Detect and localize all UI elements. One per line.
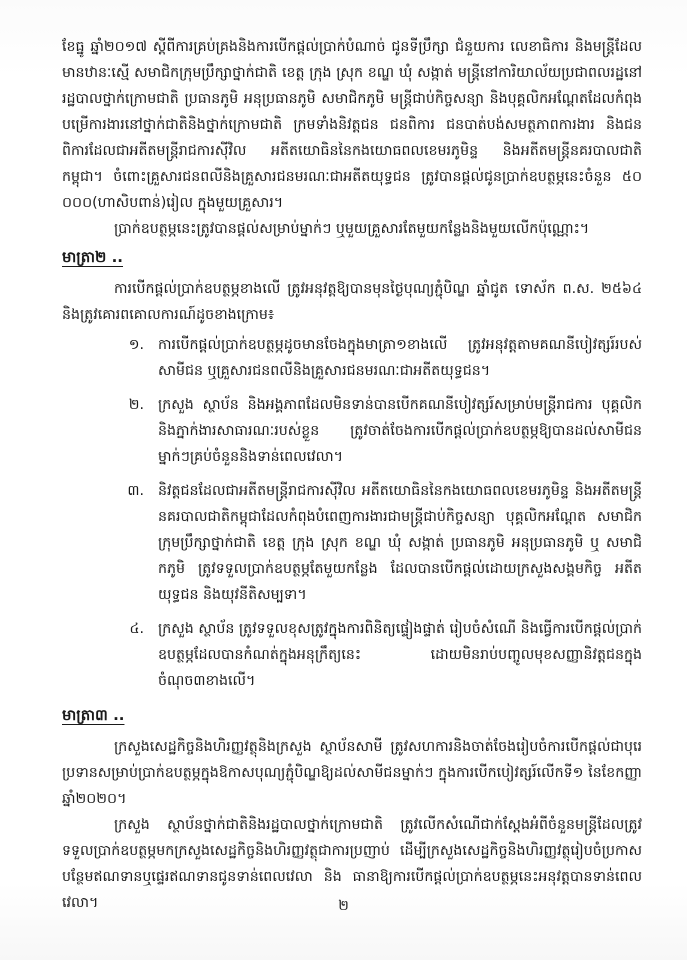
list-item — [62, 478, 642, 608]
list-item-text: ក្រសួង ស្ថាប័ន និងអង្គភាពដែលមិនទាន់បានបើកគណនីបៀវត្សរ៍សម្រាប់មន្ត្រីរាជការ បុគ្គលិក និងភ្នាក់ងារសាធារណៈរបស់ខ្លួន ត្រូវចាត់ចែងការបើកផ្ដល់ប្រាក់ឧបត្ថម្ភឱ្យបានដល់សាមីជនម្នាក់ៗគ្រប់ចំនួននិងទាន់ពេលវេលា។ — [158, 397, 642, 465]
list-item-number: ២. — [128, 397, 144, 413]
list-item — [62, 616, 642, 694]
list-item-number: ៣. — [127, 483, 144, 499]
paragraph-single-payment: ប្រាក់ឧបត្ថម្ភនេះត្រូវបានផ្ដល់សម្រាប់ម្នាក់ៗ ឬមួយគ្រួសារតែមួយកន្លែងនិងមួយលើកប៉ុណ្ណោះ។ — [114, 221, 590, 237]
list-item-text: ការបើកផ្ដល់ប្រាក់ឧបត្ថម្ភដូចមានចែងក្នុងមាត្រា១ខាងលើ ត្រូវអនុវត្តតាមគណនីបៀវត្សរ៍របស់សាមីជន ឬគ្រួសារជនពលីនិងគ្រួសារជនមរណៈជាអតីតយុទ្ធជន។ — [158, 337, 642, 379]
list-item — [62, 332, 642, 384]
article-2-list — [62, 332, 642, 694]
list-item-number: ៤. — [129, 621, 144, 637]
article-3-paragraph-1: ក្រសួងសេដ្ឋកិច្ចនិងហិរញ្ញវត្ថុនិងក្រសួង ស្ថាប័នសាមី ត្រូវសហការនិងចាត់ចែងរៀបចំការបើកផ្ដល់ជាបុរេប្រទានសម្រាប់ប្រាក់ឧបត្ថម្ភក្នុងឱកាសបុណ្យភ្ជុំបិណ្ឌឱ្យដល់សាមីជនម្នាក់ៗ ក្នុងការបើកបៀវត្សរ៍លើកទី១ នៃខែកញ្ញា ឆ្នាំ២០២០។ — [62, 739, 642, 807]
paragraph-continued: ខែធ្នូ ឆ្នាំ២០១៧ ស្ដីពីការគ្រប់គ្រងនិងការបើកផ្ដល់ប្រាក់បំណាច់ ជូនទីប្រឹក្សា ជំនួយការ លេខាធិការ និងមន្ត្រីដែលមានឋានៈស្មើ សមាជិកក្រុមប្រឹក្សាថ្នាក់ជាតិ ខេត្ត ក្រុង ស្រុក ខណ្ឌ ឃុំ សង្កាត់ មន្ត្រីនៅការិយាល័យប្រជាពលរដ្ឋនៅរដ្ឋបាលថ្នាក់ក្រោមជាតិ ប្រធានភូមិ អនុប្រធានភូមិ សមាជិកភូមិ មន្ត្រីជាប់កិច្ចសន្យា និងបុគ្គលិកអណ្ដែតដែលកំពុងបម្រើការងារនៅថ្នាក់ជាតិនិងថ្នាក់ក្រោមជាតិ ក្រមទាំងនិវត្តជន ជនពិការ ជនបាត់បង់សមត្ថភាពការងារ និងជនពិការដែលជាអតីតមន្ត្រីរាជការស៊ីវិល អតីតយោធិននៃកងយោធពលខេមរភូមិន្ទ និងអតីតមន្ត្រីនគរបាលជាតិកម្ពុជា។ ចំពោះគ្រួសារជនពលីនិងគ្រួសារជនមរណៈជាអតីតយុទ្ធជន ត្រូវបានផ្ដល់ជូនប្រាក់ឧបត្ថម្ភនេះចំនួន ៥០ ០០០(ហាសិបពាន់)រៀល ក្នុងមួយគ្រួសារ។ — [62, 39, 642, 211]
article-3-heading: មាត្រា៣ .. — [62, 706, 125, 724]
list-item-text: ក្រសួង ស្ថាប័ន ត្រូវទទួលខុសត្រូវក្នុងការពិនិត្យផ្ទៀងផ្ទាត់ រៀបចំសំណើ និងធ្វើការបើកផ្ដល់ប្រាក់ឧបត្ថម្ភដែលបានកំណត់ក្នុងអនុក្រឹត្យនេះ ដោយមិនរាប់បញ្ចូលមុខសញ្ញានិវត្តជនក្នុងចំណុច៣ខាងលើ។ — [158, 621, 642, 689]
document-body — [62, 34, 642, 916]
article-2-intro: ការបើកផ្ដល់ប្រាក់ឧបត្ថម្ភខាងលើ ត្រូវអនុវត្តឱ្យបានមុនថ្ងៃបុណ្យភ្ជុំបិណ្ឌ ឆ្នាំជូត ទោស័ក ព.ស. ២៥៦៤ និងត្រូវគោរពគោលការណ៍ដូចខាងក្រោម៖ — [62, 281, 642, 323]
list-item-text: និវត្តជនដែលជាអតីតមន្ត្រីរាជការស៊ីវិល អតីតយោធិននៃកងយោធពលខេមរភូមិន្ទ និងអតីតមន្ត្រីនគរបាលជាតិកម្ពុជាដែលកំពុងបំពេញការងារជាមន្ត្រីជាប់កិច្ចសន្យា បុគ្គលិកអណ្ដែត សមាជិកក្រុមប្រឹក្សាថ្នាក់ជាតិ ខេត្ត ក្រុង ស្រុក ខណ្ឌ ឃុំ សង្កាត់ ប្រធានភូមិ អនុប្រធានភូមិ ឬ សមាជិកភូមិ ត្រូវទទួលប្រាក់ឧបត្ថម្ភតែមួយកន្លែង ដែលបានបើកផ្ដល់ដោយក្រសួងសង្គមកិច្ច អតីតយុទ្ធជន និងយុវនីតិសម្បទា។ — [158, 483, 642, 603]
list-item-number: ១. — [128, 337, 144, 353]
article-2-heading: មាត្រា២ .. — [62, 248, 124, 266]
list-item — [62, 392, 642, 470]
page-number: ២ — [338, 898, 349, 914]
article-3-paragraph-2: ក្រសួង ស្ថាប័នថ្នាក់ជាតិនិងរដ្ឋបាលថ្នាក់ក្រោមជាតិ ត្រូវលើកសំណើជាក់ស្ដែងអំពីចំនួនមន្ត្រីដែលត្រូវទទួលប្រាក់ឧបត្ថម្ភមកក្រសួងសេដ្ឋកិច្ចនិងហិរញ្ញវត្ថុជាការប្រញាប់ ដើម្បីក្រសួងសេដ្ឋកិច្ចនិងហិរញ្ញវត្ថុរៀបចំប្រកាសបន្ថែមឥណទានឬផ្ទេរឥណទានជូនទាន់ពេលវេលា និង ធានាឱ្យការបើកផ្ដល់ប្រាក់ឧបត្ថម្ភនេះអនុវត្តបានទាន់ពេលវេលា។ — [62, 817, 642, 911]
